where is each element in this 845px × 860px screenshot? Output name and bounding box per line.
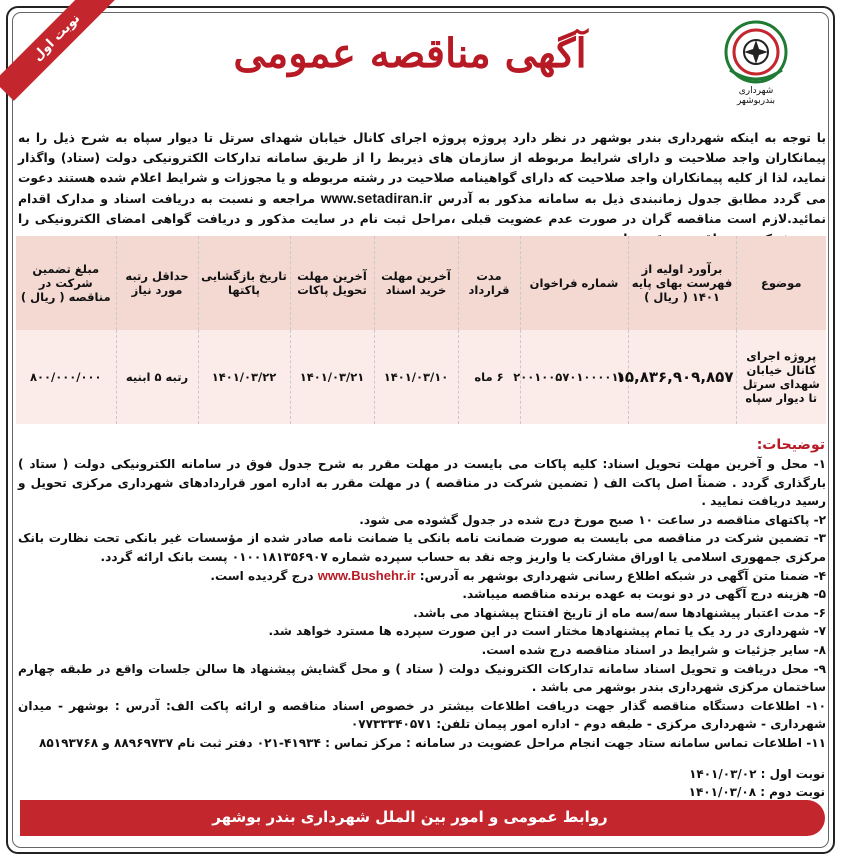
col-header-duration: مدت قرارداد xyxy=(458,236,520,330)
list-item: ۸- سایر جزئیات و شرایط در اسناد مناقصه درج شده است. xyxy=(481,642,826,657)
cell-subject: پروژه اجرای کانال خیابان شهدای سرتل تا دیوار سپاه xyxy=(736,330,826,424)
list-item: ۵- هزینه درج آگهی در دو نوبت به عهده برنده مناقصه میباشد. xyxy=(462,587,826,602)
col-header-guarantee: مبلغ تضمین شرکت در مناقصه ( ریال ) xyxy=(16,236,116,330)
list-item xyxy=(18,567,826,586)
page-title: آگهی مناقصه عمومی xyxy=(233,30,587,77)
cell-min-grade: رتبه ۵ ابنیه xyxy=(116,330,198,424)
setadiran-link[interactable]: www.setadiran.ir xyxy=(320,190,433,206)
bushehr-link[interactable]: www.Bushehr.ir xyxy=(317,567,416,583)
list-item: ۹- محل دریافت و تحویل اسناد سامانه تدارکات الکترونیک دولت ( ستاد ) و محل گشایش پیشنهاد ها سالن جلسات واقع در طبقه چهارم ساختمان مرکزی شهرداری بندر بوشهر می باشد . xyxy=(18,661,826,695)
col-header-doc-deadline: آخرین مهلت خرید اسناد xyxy=(374,236,458,330)
publication-dates xyxy=(689,765,825,801)
first-publication: نوبت اول : ۱۴۰۱/۰۳/۰۲ xyxy=(689,767,825,781)
list-item: ۲- پاکتهای مناقصه در ساعت ۱۰ صبح مورخ درج شده در جدول گشوده می شود. xyxy=(359,512,826,527)
table-row xyxy=(16,330,826,424)
list-item: ۱- محل و آخرین مهلت تحویل اسناد: کلیه پاکات می بایست در مهلت مقرر به شرح جدول فوق در سامانه الکترونیکی دولت ( ستاد ) بارگذاری گردد . ضمناً اصل پاکت الف ( تضمین شرکت در مناقصه ) در مهلت مقرر به اداره امور قراردادهای شهرداری مرکزی تحویل و رسید دریافت نمایید . xyxy=(18,457,826,509)
note-4-tail: درج گردیده است. xyxy=(210,568,314,583)
cell-duration: ۶ ماه xyxy=(458,330,520,424)
cell-estimate: ۱۵,۸۳۶,۹۰۹,۸۵۷ xyxy=(628,330,736,424)
notes-title: توضیحات: xyxy=(756,437,825,453)
publication-ribbon xyxy=(0,0,120,120)
note-4-text: ۴- ضمنا متن آگهی در شبکه اطلاع رسانی شهرداری بوشهر به آدرس: xyxy=(419,568,826,583)
footer-text: روابط عمومی و امور بین الملل شهرداری بندر بوشهر xyxy=(212,808,608,826)
cell-call-number: ۲۰۰۱۰۰۵۷۰۱۰۰۰۰۱۱ xyxy=(520,330,628,424)
col-header-estimate: برآورد اولیه از فهرست بهای پایه ۱۴۰۱ ( ریال ) xyxy=(628,236,736,330)
cell-submit-deadline: ۱۴۰۱/۰۳/۲۱ xyxy=(290,330,374,424)
col-header-min-grade: حداقل رتبه مورد نیاز xyxy=(116,236,198,330)
intro-text-2: مراجعه و نسبت به دریافت اسناد و مدارک اقدام نمائید.لازم است مناقصه گران در صورت عدم عضویت قبلی ،مراحل ثبت نام در سایت مذکور و دریافت گواهی امضای الکترونیکی را xyxy=(18,192,826,226)
list-item: ۱۰- اطلاعات دستگاه مناقصه گذار جهت دریافت اطلاعات بیشتر در خصوص اسناد مناقصه و ارائه پاکت الف: آدرس : بوشهر - میدان شهرداری - شهرداری مرکزی - طبقه دوم - اداره امور پیمان تلفن: ۰۷۷۳۳۳۴۰۵۷۱ xyxy=(18,698,826,732)
list-item: ۱۱- اطلاعات تماس سامانه ستاد جهت انجام مراحل عضویت در سامانه : مرکز تماس : ۴۱۹۳۴-۰۲۱ دفتر ثبت نام ۸۸۹۶۹۷۳۷ و ۸۵۱۹۳۷۶۸ xyxy=(39,735,826,750)
second-publication: نوبت دوم : ۱۴۰۱/۰۳/۰۸ xyxy=(688,785,825,799)
col-header-call-number: شماره فراخوان xyxy=(520,236,628,330)
cell-guarantee: ۸۰۰/۰۰۰/۰۰۰ xyxy=(16,330,116,424)
ribbon-label: نوبت اول xyxy=(0,0,120,101)
list-item: ۷- شهرداری در رد یک یا تمام پیشنهادها مختار است در این صورت سپرده ها مسترد خواهد شد. xyxy=(268,624,826,639)
tender-table xyxy=(16,236,826,424)
col-header-submit-deadline: آخرین مهلت تحویل پاکات xyxy=(290,236,374,330)
cell-doc-deadline: ۱۴۰۱/۰۳/۱۰ xyxy=(374,330,458,424)
intro-text-1: با توجه به اینکه شهرداری بندر بوشهر در نظر دارد پروژه پروژه اجرای کانال خیابان شهدای سرتل تا دیوار سپاه به شرح ذیل را به پیمانکاران واجد صلاحیت و دارای شرایط مربوطه از سازمان های ذیربط را از طریق سامانه تدارکات الکترونیکی دولت (ستاد) واگذار نماید، لذا از کلیه پیمانکاران واجد صلاحیت که دارای گواهینامه صلاحیت در رشته مربوطه و یا مجوزات و شرایط اعلام شده هستند دعوت می گردد مطابق جدول زمانبندی ذیل به سامانه مذکور به آدرس xyxy=(18,131,827,206)
logo-caption: شهرداری بندربوشهر xyxy=(736,86,776,106)
list-item: ۳- تضمین شرکت در مناقصه می بایست به صورت ضمانت نامه بانکی یا ضمانت نامه صادر شده از مؤسسات غیر بانکی تحت نظارت بانک مرکزی جمهوری اسلامی یا اوراق مشارکت یا واریز وجه نقد به حساب سپرده شماره ۰۱۰۰۱۸۱۳۵۶۹۰۷ پست بانک ارائه گردد. xyxy=(18,531,826,564)
list-item: ۶- مدت اعتبار پیشنهادها سه/سه ماه از تاریخ افتتاح پیشنهاد می باشد. xyxy=(413,605,826,620)
notes-list xyxy=(18,455,826,753)
intro-paragraph xyxy=(18,128,826,249)
col-header-opening-date: تاریخ بازگشایی پاکتها xyxy=(198,236,290,330)
cell-opening-date: ۱۴۰۱/۰۳/۲۲ xyxy=(198,330,290,424)
table-header-row xyxy=(16,236,826,330)
col-header-subject: موضوع xyxy=(736,236,826,330)
